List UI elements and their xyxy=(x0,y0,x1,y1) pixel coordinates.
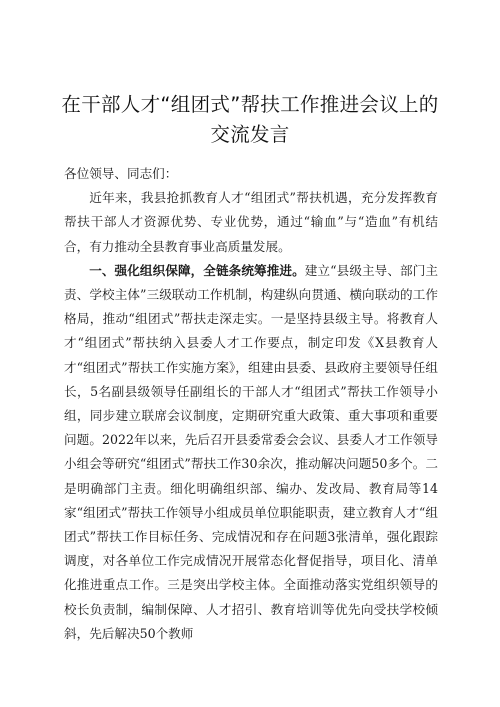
section-1-text: 建立“县级主导、部门主责、学校主体”三级联动工作机制，构建纵向贯通、横向联动的工作格局，推动“组团式”帮扶走深走实。一是坚持县级主导。将教育人才“组团式”帮扶纳入县委人才工作要点，制定印发《X县教育人才“组团式”帮扶工作实施方案》，组建由县委、县政府主要领导任组长，5名副县级领导任副组长的干部人才“组团式”帮扶工作领导小组，同步建立联席会议制度，定期研究重大政策、重大事项和重要问题。2022年以来，先后召开县委常委会会议、县委人才工作领导小组会等研究“组团式”帮扶工作30余次，推动解决问题50多个。二是明确部门主责。细化明确组织部、编办、发改局、教育局等14家“组团式”帮扶工作领导小组成员单位职能职责，建立教育人才“组团式”帮扶工作目标任务、完成情况和存在问题3张清单，强化跟踪调度，对各单位工作完成情况开展常态化督促指导，项目化、清单化推进重点工作。三是突出学校主体。全面推动落实党组织领导的校长负责制，编制保障、人才招引、教育培训等优先向受扶学校倾斜，先后解决50个教师 xyxy=(64,262,438,641)
section-1-heading: 一、强化组织保障，全链条统筹推进。 xyxy=(89,262,305,278)
salutation: 各位领导、同志们： xyxy=(64,166,178,181)
document-body xyxy=(64,162,438,646)
paragraph-intro: 近年来，我县抢抓教育人才“组团式”帮扶机遇，充分发挥教育帮扶干部人才资源优势、专业优势，通过“输血”与“造血”有机结合，有力推动全县教育事业高质量发展。 xyxy=(64,190,438,254)
paragraph-section-1 xyxy=(64,259,438,646)
document-title: 在干部人才“组团式”帮扶工作推进会议上的交流发言 xyxy=(61,93,439,146)
